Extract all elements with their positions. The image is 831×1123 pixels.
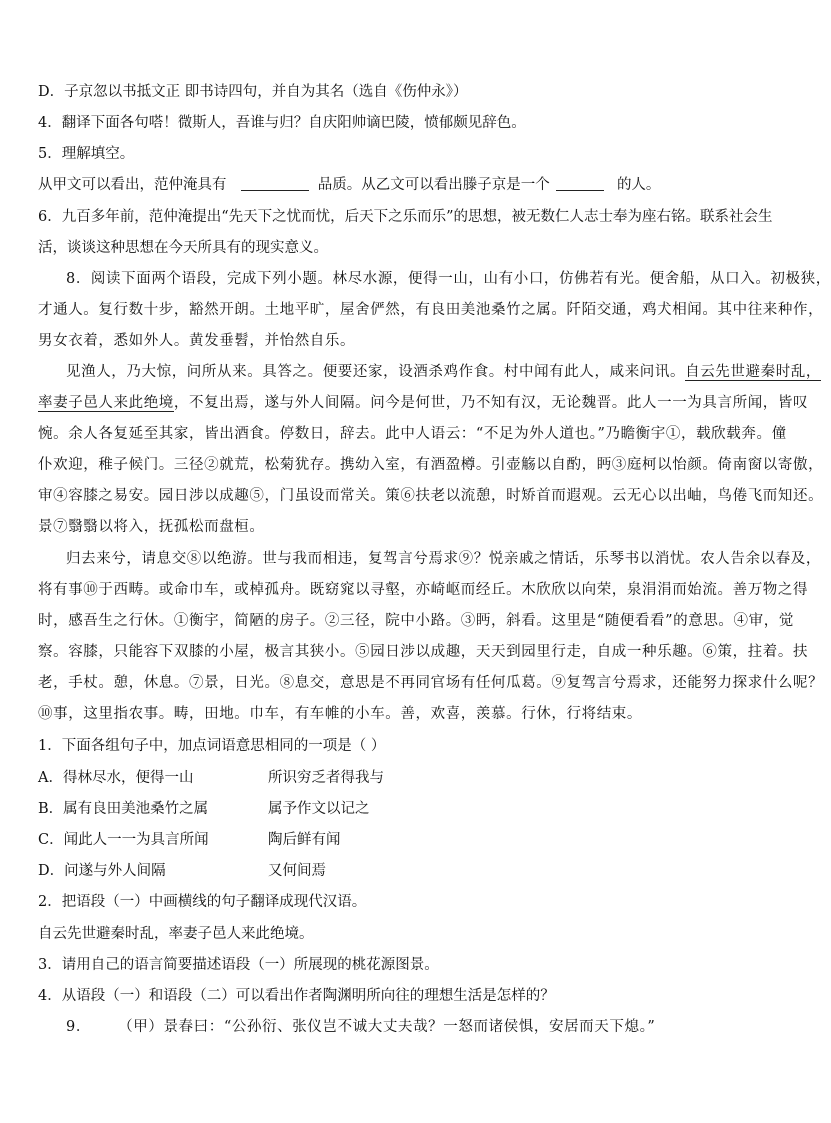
option-d-sentence-1: D．问遂与外人间隔 — [38, 863, 166, 879]
fill-text-1: 从甲文可以看出，范仲淹具有 — [38, 177, 227, 193]
option-a-sentence-2: 所识穷乏者得我与 — [268, 770, 384, 786]
notes-line-2: 察。容膝，只能容下双膝的小屋，极言其狭小。⑤园日涉以成趣，天天到园里行走，自成一种乐趣。⑥策，拄着。扶 — [38, 644, 809, 660]
underlined-sentence-part-1: 自云先世避秦时乱， — [685, 364, 822, 380]
question-9-number: 9． — [66, 1019, 91, 1035]
passage-2-line-6: 将有事⑩于西畴。或命巾车，或棹孤舟。既窈窕以寻壑，亦崎岖而经丘。木欣欣以向荣，泉涓涓而始流。善万物之得 — [38, 582, 809, 598]
option-a[interactable] — [38, 764, 764, 792]
fill-blank-1[interactable] — [241, 174, 309, 191]
passage-1-line-2: 才通人。复行数十步，豁然开朗。土地平旷，屋舍俨然，有良田美池桑竹之属。阡陌交通，鸡犬相闻。其中往来种作， — [38, 302, 824, 318]
passage-1-line-5 — [38, 389, 809, 417]
passage-2-line-3: 审④容膝之易安。园日涉以成趣⑤，门虽设而常关。策⑥扶老以流憩，时矫首而遐观。云无心以出岫，鸟倦飞而知还。 — [38, 488, 824, 504]
fill-text-2: 品质。从乙文可以看出滕子京是一个 — [317, 177, 550, 193]
option-d-line: D．子京忽以书抵文正 即书诗四句，并自为其名（选自《伤仲永》） — [38, 84, 468, 100]
subquestion-2-stem: 2．把语段（一）中画横线的句子翻译成现代汉语。 — [38, 894, 367, 910]
subquestion-1-stem: 1．下面各组句子中，加点词语意思相同的一项是（ ） — [38, 738, 386, 754]
option-c-sentence-2: 陶后鲜有闻 — [268, 832, 341, 848]
question-9-line — [66, 1013, 764, 1041]
option-b-sentence-2: 属予作文以记之 — [268, 801, 370, 817]
underlined-sentence-part-2: 率妻子邑人来此绝境 — [38, 395, 174, 411]
question-5-title: 5．理解填空。 — [38, 146, 135, 162]
passage-2-line-1: 惋。余人各复延至其家，皆出酒食。停数日，辞去。此中人语云：“不足为外人道也。”乃瞻衡宇①，载欣载奔。僮 — [38, 426, 787, 442]
passage-1-line-4 — [66, 358, 822, 386]
passage-text: 见渔人，乃大惊，问所从来。具答之。便要还家，设酒杀鸡作食。村中闻有此人，咸来问讯。 — [66, 364, 686, 380]
question-6-line-2: 活，谈谈这种思想在今天所具有的现实意义。 — [38, 240, 328, 256]
notes-line-3: 老，手杖。憩，休息。⑦景，日光。⑧息交，意思是不再同官场有任何瓜葛。⑨复驾言兮焉求，还能努力探求什么呢？ — [38, 675, 824, 691]
option-b[interactable] — [38, 795, 764, 823]
subquestion-3-stem: 3．请用自己的语言简要描述语段（一）所展现的桃花源图景。 — [38, 957, 439, 973]
question-6-line-1: 6．九百多年前，范仲淹提出“先天下之忧而忧，后天下之乐而乐”的思想，被无数仁人志士奉为座右铭。联系社会生 — [38, 209, 773, 225]
question-9-passage: （甲）景春曰：“公孙衍、张仪岂不诚大丈夫哉？一怒而诸侯惧，安居而天下熄。” — [118, 1019, 656, 1035]
notes-line-4: ⑩事，这里指农事。畴，田地。巾车，有车帷的小车。善，欢喜，羡慕。行休，行将结束。 — [38, 706, 642, 722]
notes-line-1: 时，感吾生之行休。①衡宇，简陋的房子。②三径，院中小路。③眄，斜看。这里是“随便看看”的意思。④审，觉 — [38, 613, 794, 629]
passage-1-line-1: 8．阅读下面两个语段，完成下列小题。林尽水源，便得一山，山有小口，仿佛若有光。便舍船，从口入。初极狭， — [66, 271, 831, 287]
option-b-sentence-1: B．属有良田美池桑竹之属 — [38, 801, 209, 817]
option-d[interactable] — [38, 857, 764, 885]
question-4-translate: 4．翻译下面各句嗒！微斯人，吾谁与归？自庆阳帅谪巴陵，愤郁颇见辞色。 — [38, 115, 526, 131]
fill-text-3: 的人。 — [616, 177, 661, 193]
passage-text: ，不复出焉，遂与外人间隔。问今是何世，乃不知有汉，无论魏晋。此人一一为具言所闻，皆叹 — [173, 395, 809, 411]
option-d-sentence-2: 又何间焉 — [268, 863, 326, 879]
passage-2-line-4: 景⑦翳翳以将入，抚孤松而盘桓。 — [38, 519, 265, 535]
subquestion-4-stem: 4．从语段（一）和语段（二）可以看出作者陶渊明所向往的理想生活是怎样的？ — [38, 988, 555, 1004]
fill-blank-2[interactable] — [556, 174, 604, 191]
subquestion-2-sentence: 自云先世避秦时乱，率妻子邑人来此绝境。 — [38, 926, 314, 942]
passage-2-line-2: 仆欢迎，稚子候门。三径②就荒，松菊犹存。携幼入室，有酒盈樽。引壶觞以自酌，眄③庭柯以怡颜。倚南窗以寄傲， — [38, 457, 824, 473]
question-5-fill-blank — [38, 171, 764, 199]
passage-2-line-5: 归去来兮，请息交⑧以绝游。世与我而相违，复驾言兮焉求⑨？悦亲戚之情话，乐琴书以消忧。农人告余以春及， — [66, 551, 821, 567]
passage-1-line-3: 男女衣着，悉如外人。黄发垂髫，并怡然自乐。 — [38, 333, 356, 349]
option-a-sentence-1: A．得林尽水，便得一山 — [38, 770, 194, 786]
option-c-sentence-1: C．闻此人一一为具言所闻 — [38, 832, 209, 848]
option-c[interactable] — [38, 826, 764, 854]
